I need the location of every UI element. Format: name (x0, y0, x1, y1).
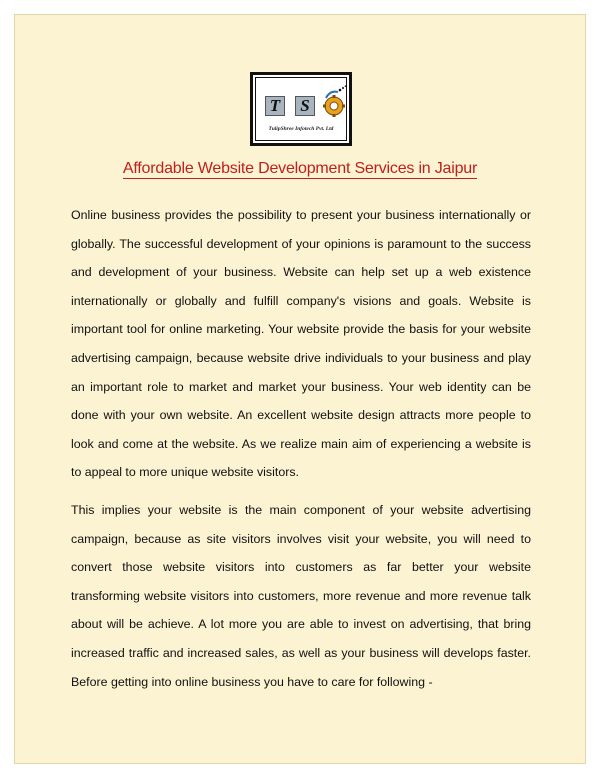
page-title (15, 160, 585, 178)
page-title-text: Affordable Website Development Services in Jaipur (122, 160, 478, 177)
paragraph-2: This implies your website is the main component of your website advertising campaign, because as site visitors involves visit your website, you will need to convert those website visitors into customers as far better your website transforming website visitors into customers, more revenue and more revenue talk about will be achieve. A lot more you are able to invest on advertising, that bring increased traffic and increased sales, as well as your business will develops faster. Before getting into online business you have to care for following - (71, 503, 531, 689)
logo-letter-t: T (265, 96, 285, 116)
sprocket-gear-icon (320, 84, 348, 118)
document-page (14, 14, 586, 764)
company-logo (250, 72, 352, 146)
logo-frame (255, 77, 347, 141)
paragraph-1: Online business provides the possibility to present your business internationally or globally. The successful development of your opinions is paramount to the success and development of your business. Website can help set up a web existence internationally or globally and fulfill company's visions and goals. Website is important tool for online marketing. Your website provide the basis for your website advertising campaign, because website drive individuals to your business and play an important role to market and market your business. Your web identity can be done with your own website. An excellent website design attracts more people to look and come at the website. As we realize main aim of experiencing a website is to appeal to more unique website visitors. (71, 208, 531, 480)
logo-letter-s: S (295, 96, 315, 116)
logo-tagline: TulipShree Infotech Pvt. Ltd (268, 126, 334, 132)
